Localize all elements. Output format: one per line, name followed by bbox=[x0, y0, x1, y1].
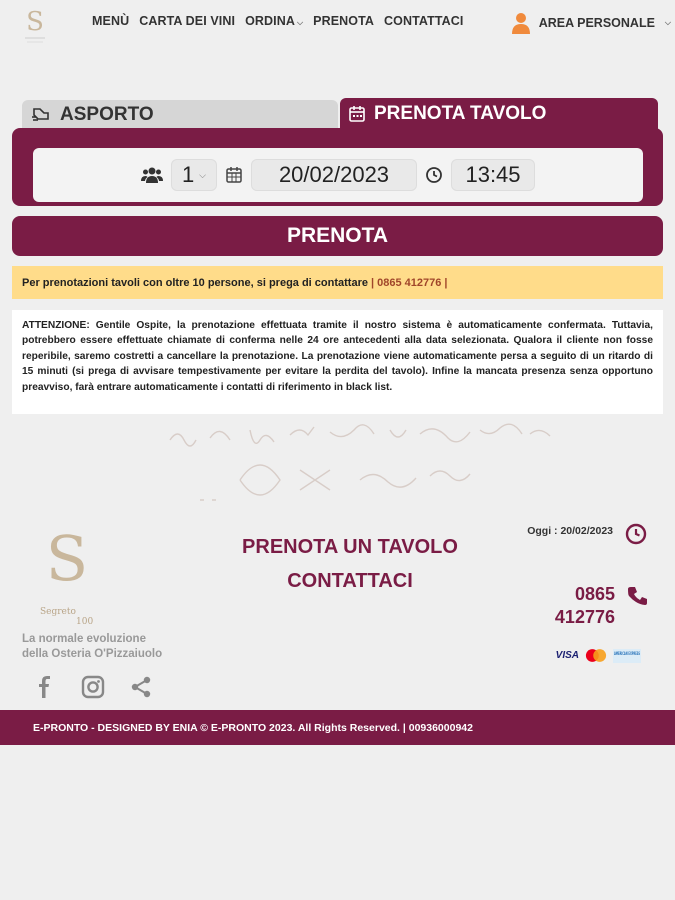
nav-contattaci[interactable]: CONTATTACI bbox=[384, 14, 464, 28]
share-icon[interactable] bbox=[130, 675, 152, 699]
booking-tabs bbox=[22, 98, 658, 130]
chevron-down-icon: ⌵ bbox=[199, 169, 206, 180]
svg-text:S: S bbox=[26, 7, 44, 37]
notice-phone[interactable]: | 0865 412776 | bbox=[370, 276, 448, 289]
booking-form bbox=[33, 148, 643, 202]
booking-panel bbox=[12, 128, 663, 206]
footer-logo-number: 100 bbox=[76, 617, 94, 627]
top-navigation bbox=[0, 0, 675, 44]
instagram-icon[interactable] bbox=[82, 675, 104, 699]
nav-carta-dei-vini[interactable]: CARTA DEI VINI bbox=[139, 14, 236, 28]
tab-asporto[interactable] bbox=[22, 100, 338, 130]
clock-icon bbox=[625, 523, 647, 545]
people-icon bbox=[141, 166, 163, 184]
footer-phone-line-1: 0865 bbox=[574, 584, 615, 604]
nav-ordina-label: ORDINA bbox=[245, 14, 295, 28]
social-links bbox=[34, 675, 152, 699]
footer bbox=[0, 510, 675, 710]
people-select[interactable] bbox=[171, 159, 217, 191]
nav-menu[interactable]: MENÙ bbox=[92, 14, 130, 28]
facebook-icon[interactable] bbox=[34, 675, 56, 699]
chevron-down-icon: ⌵ bbox=[296, 18, 304, 27]
area-personale-menu[interactable] bbox=[511, 12, 671, 34]
calendar-icon bbox=[348, 105, 366, 123]
logo[interactable] bbox=[20, 6, 50, 48]
visa-logo: VISA bbox=[555, 650, 579, 661]
booking-warning: ATTENZIONE: Gentile Ospite, la prenotazione effettuata tramite il nostro sistema è automaticamente confermata. Tuttavia, potrebbero essere effettuate chiamate di conferma nelle 24 ore antecedenti alla data selezionata. Qualora il cliente non fosse reperibile, saremo costretti a cancellare la prenotazione. La prenotazione viene automaticamente persa a seguito di un ritardo di 15 minuti (si prega di avvisare tempestivamente per evitare la perdita del tavolo). Infine la mancata presenza senza opportuno preavviso, farà entrare automaticamente i contatti di riferimento in black list. bbox=[12, 310, 663, 414]
payment-methods bbox=[556, 648, 641, 663]
group-booking-notice bbox=[12, 266, 663, 299]
nav-ordina[interactable] bbox=[245, 14, 303, 28]
footer-logo-text: Segreto bbox=[40, 607, 76, 617]
phone-icon[interactable] bbox=[627, 586, 647, 606]
footer-phone[interactable] bbox=[555, 583, 615, 629]
amex-logo bbox=[613, 649, 641, 663]
date-input[interactable]: 20/02/2023 bbox=[251, 159, 417, 191]
tab-asporto-label: ASPORTO bbox=[60, 104, 154, 125]
time-input[interactable]: 13:45 bbox=[451, 159, 535, 191]
nav-prenota[interactable]: PRENOTA bbox=[313, 14, 375, 28]
copyright-bar: E-PRONTO - DESIGNED BY ENIA © E-PRONTO 2023. All Rights Reserved. | 00936000942 bbox=[0, 710, 675, 745]
chevron-down-icon: ⌵ bbox=[664, 18, 671, 27]
calendar-icon bbox=[225, 166, 243, 184]
today-date: Oggi : 20/02/2023 bbox=[527, 525, 613, 537]
user-icon bbox=[511, 12, 531, 34]
handwriting-watermark bbox=[160, 410, 580, 510]
tagline-line-2: della Osteria O'Pizzaiuolo bbox=[22, 648, 163, 660]
mastercard-icon bbox=[585, 648, 607, 663]
footer-tagline bbox=[22, 632, 192, 662]
svg-text:S: S bbox=[45, 522, 89, 595]
footer-link-contattaci[interactable]: CONTATTACI bbox=[287, 570, 413, 592]
footer-link-prenota[interactable]: PRENOTA UN TAVOLO bbox=[242, 536, 458, 558]
prenota-button[interactable]: PRENOTA bbox=[12, 216, 663, 256]
notice-text: Per prenotazioni tavoli con oltre 10 persone, si prega di contattare bbox=[22, 276, 368, 289]
takeaway-icon bbox=[30, 105, 52, 125]
footer-phone-line-2: 412776 bbox=[554, 607, 615, 627]
tab-prenota-label: PRENOTA TAVOLO bbox=[374, 103, 547, 124]
area-personale-label: AREA PERSONALE bbox=[538, 16, 655, 30]
tab-prenota-tavolo[interactable] bbox=[340, 98, 658, 130]
amex-label: AMERICAN EXPRESS bbox=[614, 650, 641, 656]
footer-logo[interactable] bbox=[36, 522, 98, 627]
footer-links bbox=[230, 530, 470, 598]
tagline-line-1: La normale evoluzione bbox=[22, 633, 146, 645]
clock-icon bbox=[425, 166, 443, 184]
people-value: 1 bbox=[182, 162, 195, 187]
